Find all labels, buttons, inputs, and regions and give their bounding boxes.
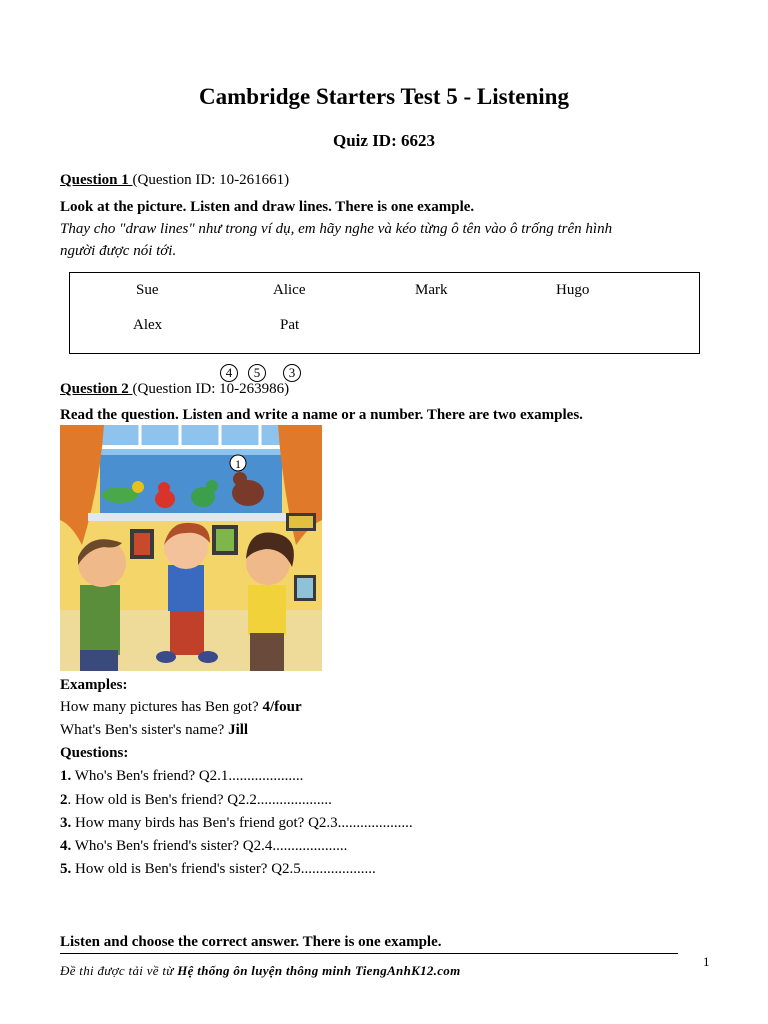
example-2-answer: Jill xyxy=(228,722,249,738)
name-tile-hugo[interactable]: Hugo xyxy=(556,282,590,298)
classroom-illustration xyxy=(60,425,322,671)
picture-marker: 1 xyxy=(235,457,241,471)
question-1-vn-line2: người được nói tới. xyxy=(60,243,177,259)
footer-site-link[interactable]: Hệ thống ôn luyện thông minh TiengAnhK12.com xyxy=(177,963,461,978)
page-title: Cambridge Starters Test 5 - Listening xyxy=(199,84,569,109)
name-box xyxy=(69,272,700,354)
question-2-header xyxy=(60,380,289,398)
question-number: 1. xyxy=(60,768,72,784)
name-tile-pat[interactable]: Pat xyxy=(280,317,300,333)
question-2-id: (Question ID: 10-263986) xyxy=(132,381,290,397)
quiz-id: Quiz ID: 6623 xyxy=(333,131,435,150)
footer-divider xyxy=(60,953,678,954)
question-item[interactable] xyxy=(60,791,332,809)
question-text: . How old is Ben's friend? Q2.2.................... xyxy=(67,792,332,808)
example-1-answer: 4/four xyxy=(262,699,302,715)
question-1-id: (Question ID: 10-261661) xyxy=(132,172,290,188)
question-item[interactable] xyxy=(60,767,303,785)
footer xyxy=(60,963,461,979)
examples-label: Examples: xyxy=(60,677,128,693)
question-text: How many birds has Ben's friend got? Q2.3.................... xyxy=(71,815,413,831)
drop-target-circle[interactable]: 3 xyxy=(283,364,301,382)
question-number: 2 xyxy=(60,792,68,808)
example-2-question: What's Ben's sister's name? xyxy=(60,722,229,738)
question-2-title: Question 2 xyxy=(60,381,133,397)
name-tile-alice[interactable]: Alice xyxy=(273,282,306,298)
drop-target-circle[interactable]: 5 xyxy=(248,364,266,382)
question-1-vn-line1: Thay cho "draw lines" như trong ví dụ, em hãy nghe và kéo từng ô tên vào ô trống trên hình xyxy=(60,221,613,237)
question-item[interactable] xyxy=(60,837,347,855)
name-tile-alex[interactable]: Alex xyxy=(133,317,163,333)
question-3-instruction: Listen and choose the correct answer. There is one example. xyxy=(60,934,442,950)
question-text: Who's Ben's friend's sister? Q2.4.................... xyxy=(71,838,348,854)
question-2-instruction: Read the question. Listen and write a name or a number. There are two examples. xyxy=(60,407,583,423)
name-tile-mark[interactable]: Mark xyxy=(415,282,448,298)
question-number: 5. xyxy=(60,861,72,877)
question-item[interactable] xyxy=(60,814,413,832)
page-number: 1 xyxy=(703,954,710,969)
example-1 xyxy=(60,698,302,716)
question-text: How old is Ben's friend's sister? Q2.5.................... xyxy=(71,861,376,877)
question-text: Who's Ben's friend? Q2.1.................... xyxy=(71,768,304,784)
question-1-title: Question 1 xyxy=(60,172,133,188)
question-number: 3. xyxy=(60,815,72,831)
question-number: 4. xyxy=(60,838,72,854)
example-2 xyxy=(60,721,248,739)
question-item[interactable] xyxy=(60,860,376,878)
footer-prefix: Đề thi được tải về từ xyxy=(60,963,178,978)
example-1-question: How many pictures has Ben got? xyxy=(60,699,263,715)
question-1-instruction: Look at the picture. Listen and draw lines. There is one example. xyxy=(60,199,475,215)
drop-target-circle[interactable]: 4 xyxy=(220,364,238,382)
questions-label: Questions: xyxy=(60,745,129,761)
question-1-header xyxy=(60,171,289,189)
name-tile-sue[interactable]: Sue xyxy=(136,282,159,298)
